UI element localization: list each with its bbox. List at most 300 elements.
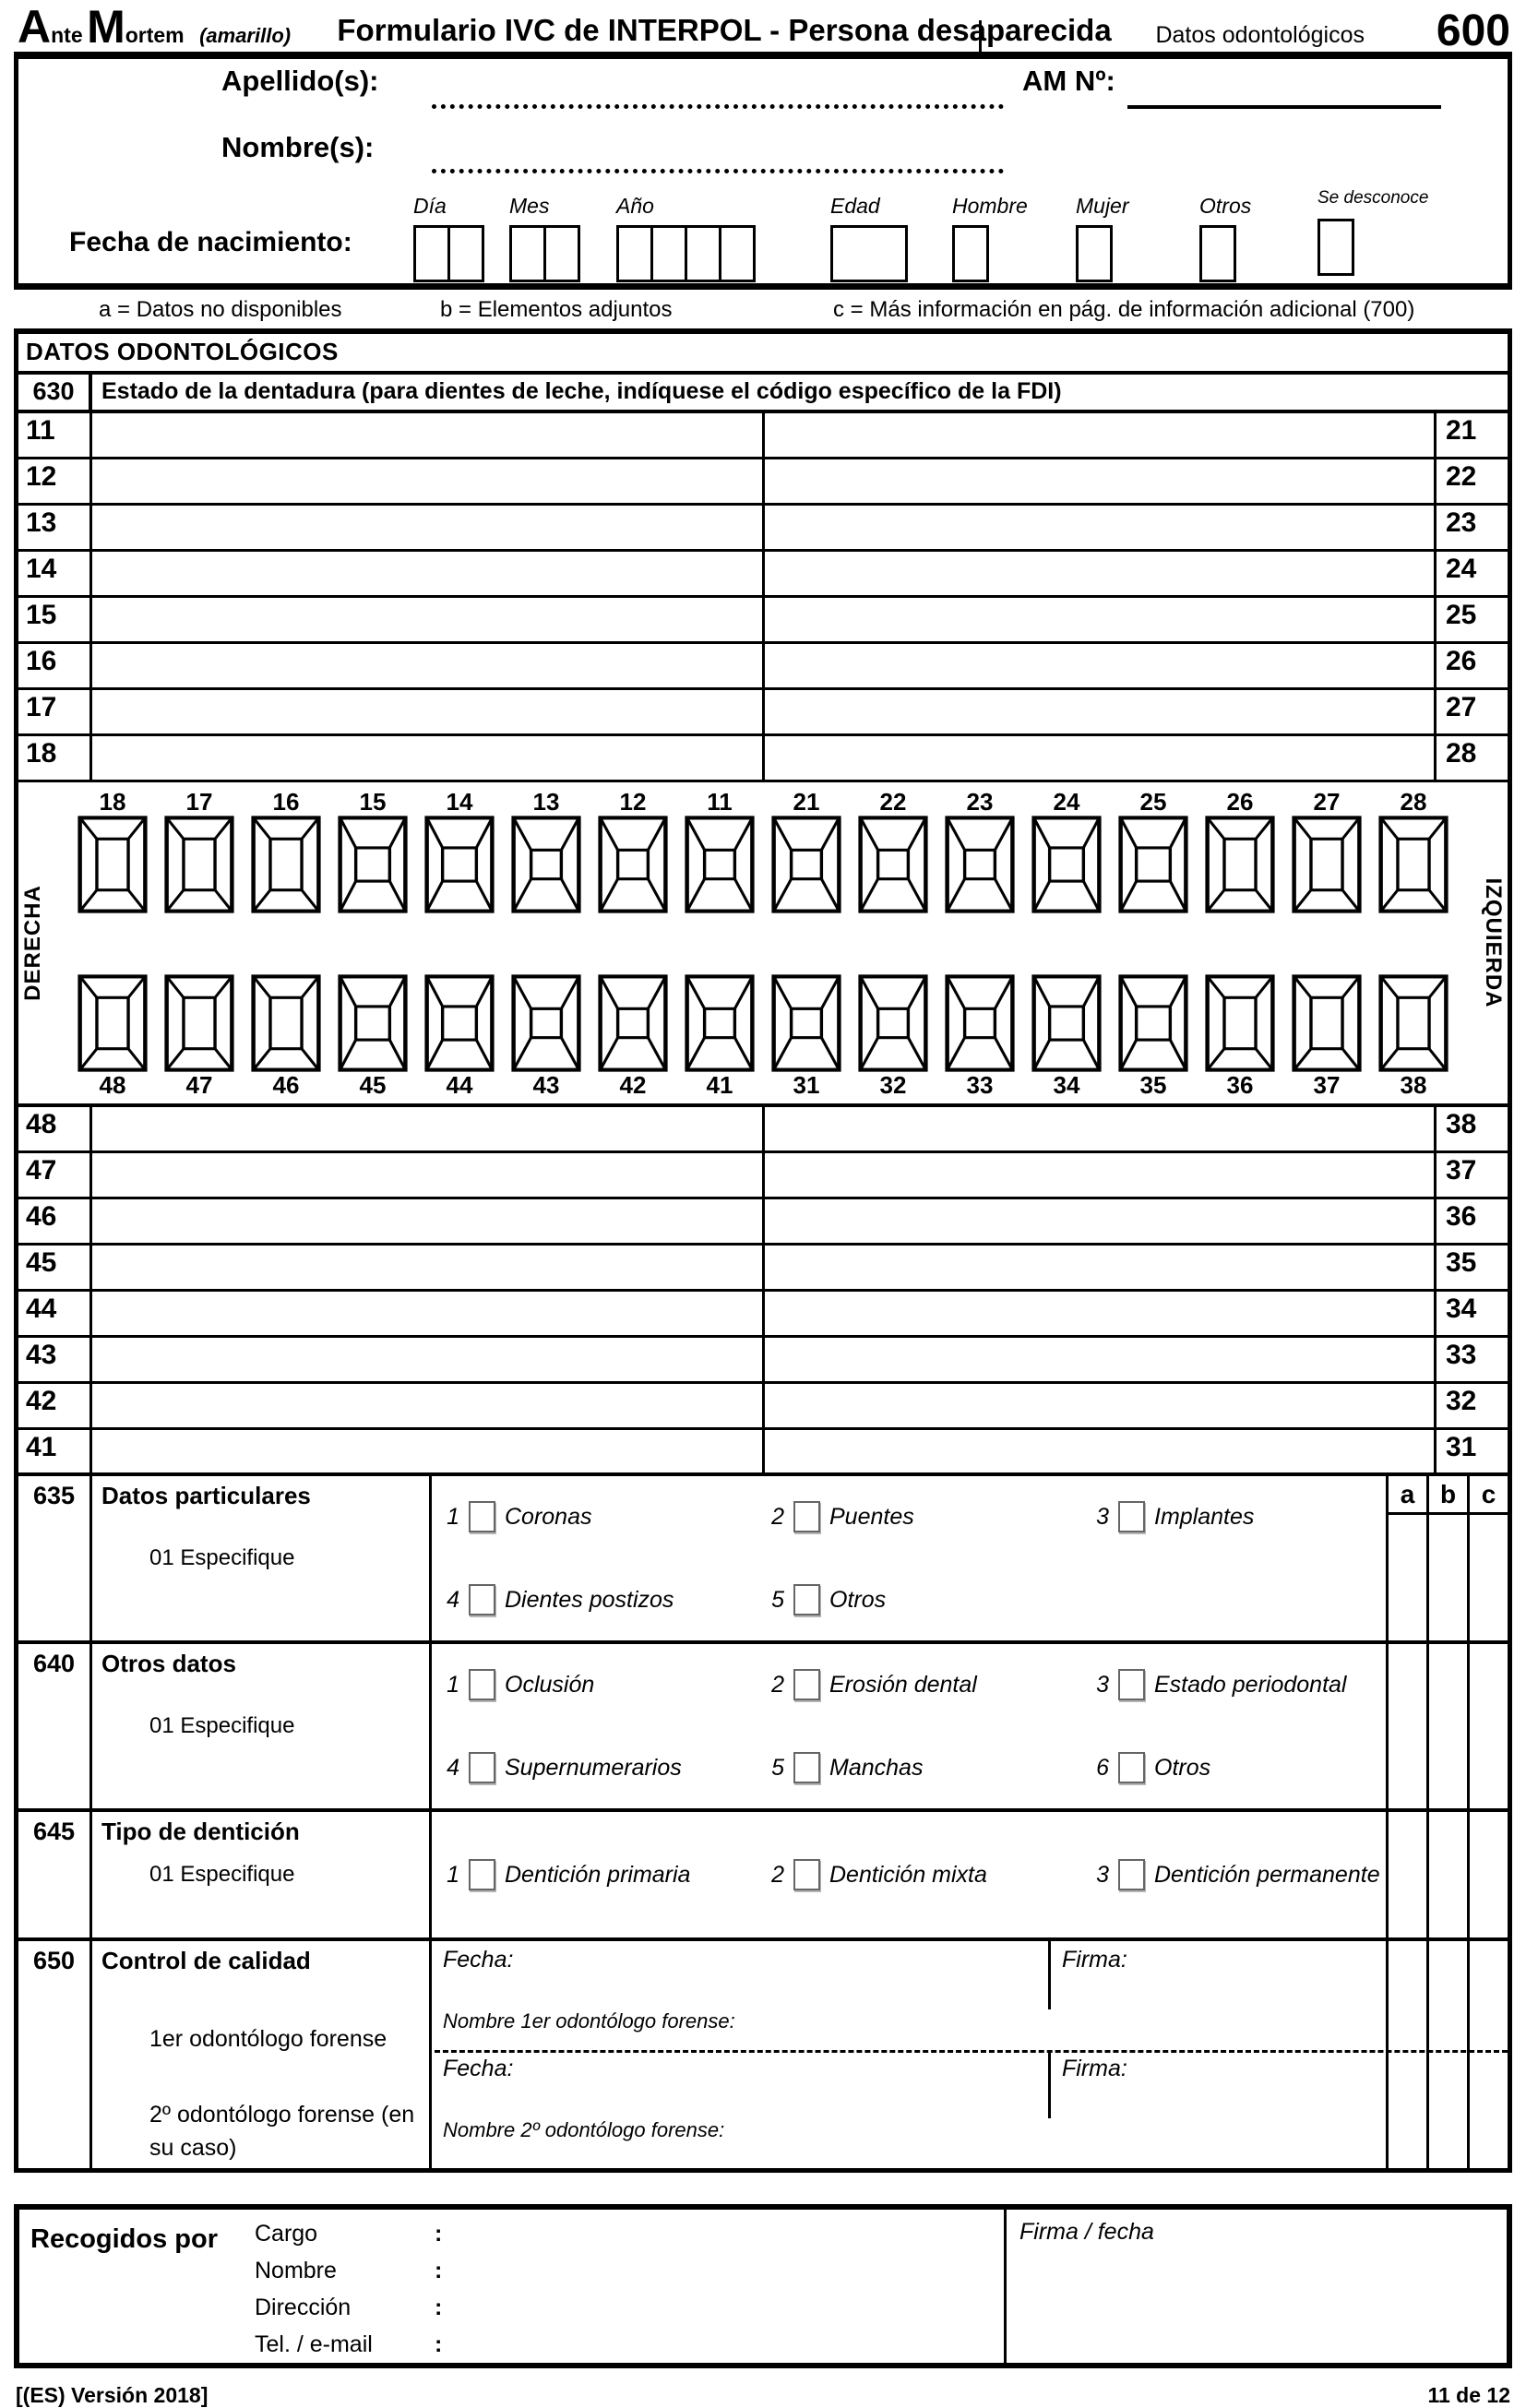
s635-option-3-number: 3 [1096,1503,1109,1530]
state-field-12[interactable] [92,459,765,503]
tooth-12[interactable] [598,790,668,913]
other-sex-group [1199,194,1251,282]
state-row-17-27 [18,690,1508,736]
qc1-nombre-label: Nombre 1er odontólogo forense: [443,2009,735,2032]
state-field-47[interactable] [92,1153,765,1197]
tooth-35-number: 35 [1139,1071,1167,1099]
tooth-glyph [1205,816,1275,913]
year-digit-3[interactable] [685,225,721,282]
s635-option-2 [769,1501,1094,1532]
odontogram-right-quadrants [77,790,755,1098]
unknown-label: Se desconoce [1317,188,1429,208]
tooth-16[interactable] [251,790,321,913]
tooth-23-number: 23 [966,788,994,816]
tooth-glyph [251,816,321,913]
section-640-specify-label: 01 Especifique [149,1713,295,1738]
tooth-13-row-label: 13 [18,506,92,549]
state-field-43[interactable] [92,1338,765,1381]
s635-option-4-label: Dientes postizos [505,1586,674,1613]
tooth-glyph [338,974,408,1072]
s635-option-1-checkbox[interactable] [469,1501,495,1532]
dob-label: Fecha de nacimiento: [69,227,352,257]
s645-option-3 [1094,1859,1386,1890]
tooth-23[interactable] [945,790,1015,913]
odontogram-left-quadrants [771,790,1449,1098]
tooth-42-number: 42 [619,1071,647,1099]
section-630-code: 630 [18,375,92,410]
tooth-21-number: 21 [793,788,820,816]
day-digit-2[interactable] [447,225,484,282]
year-digit-4[interactable] [719,225,756,282]
tooth-24-row-label: 24 [1434,552,1508,595]
quadrant-upper-left [771,790,1449,913]
state-field-25[interactable] [765,598,1435,641]
section-640 [18,1644,1508,1812]
tooth-27[interactable] [1292,790,1362,913]
tooth-17-row-label: 17 [18,690,92,733]
state-field-46[interactable] [92,1199,765,1243]
page-number: 11 de 12 [1427,2383,1510,2407]
tooth-48-row-label: 48 [18,1107,92,1150]
lower-state-rows [18,1107,1508,1476]
dentist2-label: 2º odontólogo forense (en su caso) [149,2102,415,2161]
tooth-22[interactable] [858,790,928,913]
tooth-43-number: 43 [532,1071,560,1099]
abc-col-c [1467,1812,1508,1937]
version-label: [(ES) Versión 2018] [16,2383,209,2407]
tooth-34[interactable] [1031,974,1102,1098]
qc1-firma-label: Firma: [1062,1947,1127,1973]
tooth-43-row-label: 43 [18,1338,92,1381]
tooth-34-number: 34 [1053,1071,1080,1099]
section-630-title: Estado de la dentadura (para dientes de leche, indíquese el código específico de la FDI) [101,378,1062,404]
state-row-13-23 [18,506,1508,552]
state-field-22[interactable] [765,459,1435,503]
page-code: 600 [1436,6,1510,55]
female-group [1076,194,1129,282]
s650-b-field[interactable] [1429,1941,1467,2168]
state-field-44[interactable] [92,1292,765,1335]
qc2-fecha-label: Fecha: [443,2056,514,2081]
tooth-glyph [771,816,841,913]
other-sex-box[interactable] [1199,225,1236,282]
tooth-27-number: 27 [1313,788,1341,816]
s635-option-1-label: Coronas [505,1503,592,1530]
identification-block [14,52,1512,290]
section-635-title: Datos particulares [101,1482,311,1509]
tooth-31-row-label: 31 [1434,1430,1508,1472]
tooth-12-number: 12 [619,788,647,816]
s635-option-2-label: Puentes [829,1503,914,1530]
tooth-36-row-label: 36 [1434,1199,1508,1243]
odontogram-body [46,790,1480,1098]
tooth-glyph [1118,974,1188,1072]
tooth-17[interactable] [164,790,234,913]
tooth-28[interactable] [1378,790,1449,913]
section-645-specify-label: 01 Especifique [149,1862,295,1887]
collected-by-title: Recogidos por [30,2224,219,2254]
collected-row-direccion [255,2295,995,2331]
s650-c-field[interactable] [1470,1941,1508,2168]
tooth-glyph [771,974,841,1072]
tooth-glyph [77,974,148,1072]
qc-second-dentist [432,2050,1386,2166]
section-650-abc [1386,1941,1508,2168]
s635-option-4 [445,1584,769,1615]
tooth-14[interactable] [424,790,495,913]
state-field-26[interactable] [765,644,1435,687]
tooth-35[interactable] [1118,974,1188,1098]
abc-col-a [1386,1941,1426,2168]
state-row-14-24 [18,552,1508,598]
tooth-48[interactable] [77,974,148,1098]
day-label: Día [413,194,447,218]
tooth-45[interactable] [338,974,408,1098]
tooth-41[interactable] [685,974,755,1098]
tooth-18-row-label: 18 [18,736,92,780]
tooth-11-row-label: 11 [18,413,92,457]
tooth-46-number: 46 [272,1071,300,1099]
s635-option-3-checkbox[interactable] [1118,1501,1145,1532]
tooth-22-row-label: 22 [1434,459,1508,503]
tooth-15-number: 15 [359,788,387,816]
tooth-25-number: 25 [1139,788,1167,816]
tooth-15[interactable] [338,790,408,913]
s640-option-5-checkbox[interactable] [793,1752,820,1783]
state-field-42[interactable] [92,1384,765,1427]
tooth-glyph [77,816,148,913]
section-645 [18,1812,1508,1941]
s635-b-field[interactable] [1429,1515,1467,1640]
tooth-47-number: 47 [185,1071,213,1099]
state-field-41[interactable] [92,1430,765,1472]
tooth-43[interactable] [511,974,581,1098]
unknown-box[interactable] [1317,219,1354,276]
tooth-glyph [1031,816,1102,913]
s640-option-4-checkbox[interactable] [469,1752,495,1783]
s640-option-4-label: Supernumerarios [505,1754,682,1781]
state-field-11[interactable] [92,413,765,457]
state-field-28[interactable] [765,736,1435,780]
tooth-31[interactable] [771,974,841,1098]
s645-option-2-checkbox[interactable] [793,1859,820,1890]
given-name-label: Nombre(s): [221,131,375,163]
tooth-36[interactable] [1205,974,1275,1098]
tooth-32-number: 32 [879,1071,907,1099]
s645-c-field[interactable] [1470,1812,1508,1937]
tooth-18[interactable] [77,790,148,913]
section-635-code: 635 [18,1476,92,1640]
form-subtitle: Datos odontológicos [1155,22,1365,48]
s635-option-2-number: 2 [771,1503,784,1530]
tooth-44-number: 44 [446,1071,473,1099]
s645-option-3-checkbox[interactable] [1118,1859,1145,1890]
tooth-37[interactable] [1292,974,1362,1098]
s645-option-2-label: Dentición mixta [829,1861,987,1888]
state-row-15-25 [18,598,1508,644]
signature-date-label: Firma / fecha [1019,2219,1154,2245]
age-box[interactable] [830,225,908,282]
section-650-title-cell [92,1941,432,2168]
state-row-45-35 [18,1246,1508,1292]
s640-b-field[interactable] [1429,1644,1467,1808]
colon: : [435,2258,443,2283]
year-digit-2[interactable] [650,225,687,282]
title-divider [979,20,982,52]
tooth-28-row-label: 28 [1434,736,1508,780]
state-field-24[interactable] [765,552,1435,595]
state-field-14[interactable] [92,552,765,595]
s635-option-5-checkbox[interactable] [793,1584,820,1615]
abc-col-c [1467,1941,1508,2168]
form-type-label [18,1,292,53]
tooth-glyph [1378,974,1449,1072]
s645-option-1 [445,1859,769,1890]
tooth-38[interactable] [1378,974,1449,1098]
abc-header-b: b [1429,1476,1467,1515]
state-field-23[interactable] [765,506,1435,549]
s635-option-5-label: Otros [829,1586,887,1613]
state-row-11-21 [18,413,1508,459]
colon: : [435,2295,443,2320]
section-650-content [432,1941,1386,2168]
female-box[interactable] [1076,225,1113,282]
section-650 [18,1941,1508,2168]
s640-option-1-checkbox[interactable] [469,1669,495,1700]
s640-option-6-checkbox[interactable] [1118,1752,1145,1783]
state-field-45[interactable] [92,1246,765,1289]
qc1-firma-field[interactable] [1127,1941,1386,2009]
state-field-38[interactable] [765,1107,1435,1150]
tooth-21[interactable] [771,790,841,913]
s640-option-3-checkbox[interactable] [1118,1669,1145,1700]
year-digit-1[interactable] [616,225,653,282]
quadrant-upper-right [77,790,755,913]
age-label: Edad [830,194,880,218]
tooth-glyph [858,974,928,1072]
dental-data-table [14,328,1512,2173]
abc-col-b [1426,1476,1467,1640]
tooth-46[interactable] [251,974,321,1098]
female-label: Mujer [1076,194,1129,218]
state-field-33[interactable] [765,1338,1435,1381]
tooth-28-number: 28 [1400,788,1427,816]
tooth-42[interactable] [598,974,668,1098]
tooth-33[interactable] [945,974,1015,1098]
tooth-32[interactable] [858,974,928,1098]
tooth-glyph [164,974,234,1072]
tooth-12-row-label: 12 [18,459,92,503]
tooth-13[interactable] [511,790,581,913]
s635-option-3-label: Implantes [1154,1503,1255,1530]
male-group [952,194,1028,282]
section-635-specify-label: 01 Especifique [149,1545,295,1570]
tooth-41-number: 41 [706,1071,733,1099]
collected-by-table [14,2204,1512,2368]
qc2-firma-field[interactable] [1127,2050,1386,2118]
state-field-18[interactable] [92,736,765,780]
nombre-label: Nombre [255,2258,337,2283]
odontogram-chart [18,782,1508,1107]
upper-state-rows [18,413,1508,782]
state-field-27[interactable] [765,690,1435,733]
tooth-25[interactable] [1118,790,1188,913]
tooth-glyph [338,816,408,913]
month-digit-2[interactable] [543,225,580,282]
s640-c-field[interactable] [1470,1644,1508,1808]
tooth-glyph [598,816,668,913]
direccion-label: Dirección [255,2295,352,2320]
month-label: Mes [509,194,550,218]
legend-a: a = Datos no disponibles [99,297,342,322]
tooth-glyph [685,974,755,1072]
year-label: Año [616,194,654,218]
s635-c-field[interactable] [1470,1515,1508,1640]
s635-a-field[interactable] [1389,1515,1426,1640]
colon: : [435,2331,443,2357]
collected-by-left [19,2210,1004,2363]
abc-col-a [1386,1644,1426,1808]
qc2-fecha-field[interactable] [513,2050,1048,2118]
state-field-37[interactable] [765,1153,1435,1197]
tooth-glyph [945,816,1015,913]
month-digit-1[interactable] [509,225,546,282]
tooth-26-row-label: 26 [1434,644,1508,687]
abc-col-b [1426,1941,1467,2168]
section-650-code: 650 [18,1941,92,2168]
s640-option-4-number: 4 [447,1754,459,1781]
s635-option-4-checkbox[interactable] [469,1584,495,1615]
tooth-48-number: 48 [99,1071,126,1099]
state-field-21[interactable] [765,413,1435,457]
state-field-35[interactable] [765,1246,1435,1289]
male-label: Hombre [952,194,1028,218]
state-field-15[interactable] [92,598,765,641]
signature-date-cell[interactable] [1004,2210,1507,2363]
state-field-32[interactable] [765,1384,1435,1427]
s640-a-field[interactable] [1389,1644,1426,1808]
s645-option-2-number: 2 [771,1861,784,1888]
day-digit-1[interactable] [413,225,450,282]
given-name-field[interactable] [432,140,1004,173]
s650-a-field[interactable] [1389,1941,1426,2168]
qc1-nombre-field[interactable] [735,2009,1386,2046]
state-row-16-26 [18,644,1508,690]
section-640-abc [1386,1644,1508,1808]
other-sex-label: Otros [1199,194,1252,218]
state-row-46-36 [18,1199,1508,1246]
tooth-14-row-label: 14 [18,552,92,595]
section-645-title: Tipo de dentición [101,1818,300,1845]
qc1-fecha-field[interactable] [513,1941,1048,2009]
tooth-26-number: 26 [1226,788,1254,816]
tooth-glyph [424,974,495,1072]
tooth-21-row-label: 21 [1434,413,1508,457]
abc-header-a: a [1389,1476,1426,1515]
tooth-glyph [598,974,668,1072]
s640-option-2-number: 2 [771,1671,784,1698]
cargo-label: Cargo [255,2221,318,2247]
state-row-12-22 [18,459,1508,506]
tooth-glyph [858,816,928,913]
male-box[interactable] [952,225,989,282]
s645-option-1-checkbox[interactable] [469,1859,495,1890]
unknown-group [1317,188,1428,276]
s645-a-field[interactable] [1389,1812,1426,1937]
state-field-34[interactable] [765,1292,1435,1335]
tooth-33-number: 33 [966,1071,994,1099]
tooth-11[interactable] [685,790,755,913]
legend-row [14,290,1512,328]
tooth-glyph [1292,816,1362,913]
state-row-44-34 [18,1292,1508,1338]
dentist1-label: 1er odontólogo forense [149,2026,387,2052]
state-field-48[interactable] [92,1107,765,1150]
tooth-glyph [685,816,755,913]
tooth-41-row-label: 41 [18,1430,92,1472]
tooth-glyph [945,974,1015,1072]
tooth-37-row-label: 37 [1434,1153,1508,1197]
ante-initial: A [18,1,52,53]
abc-col-a [1386,1812,1426,1937]
s640-option-1 [445,1669,769,1700]
tooth-44[interactable] [424,974,495,1098]
section-645-title-cell [92,1812,432,1937]
s645-b-field[interactable] [1429,1812,1467,1937]
s635-option-2-checkbox[interactable] [793,1501,820,1532]
section-640-title: Otros datos [101,1650,236,1677]
tooth-33-row-label: 33 [1434,1338,1508,1381]
abc-col-c [1467,1476,1508,1640]
tooth-24[interactable] [1031,790,1102,913]
am-number-field[interactable] [1127,76,1441,109]
state-field-31[interactable] [765,1430,1435,1472]
s640-option-6-number: 6 [1096,1754,1109,1781]
section-635-title-cell [92,1476,432,1640]
qc2-nombre-field[interactable] [724,2118,1386,2155]
section-630-header [18,375,1508,413]
state-field-16[interactable] [92,644,765,687]
tooth-45-number: 45 [359,1071,387,1099]
tooth-23-row-label: 23 [1434,506,1508,549]
surname-field[interactable] [432,76,1004,109]
section-645-options [445,1859,1386,1890]
section-645-content [432,1812,1386,1937]
s640-option-5 [769,1752,1094,1783]
tooth-24-number: 24 [1053,788,1080,816]
s640-option-5-number: 5 [771,1754,784,1781]
state-field-36[interactable] [765,1199,1435,1243]
collected-row-nombre [255,2258,995,2295]
section-635-options [445,1501,1386,1615]
tooth-13-number: 13 [532,788,560,816]
tooth-glyph [1205,974,1275,1072]
s640-option-2-label: Erosión dental [829,1671,977,1698]
age-group [830,194,908,282]
tooth-47[interactable] [164,974,234,1098]
tooth-18-number: 18 [99,788,126,816]
tooth-26[interactable] [1205,790,1275,913]
state-field-17[interactable] [92,690,765,733]
tooth-glyph [511,816,581,913]
s640-option-2-checkbox[interactable] [793,1669,820,1700]
s640-option-1-label: Oclusión [505,1671,595,1698]
s645-option-3-label: Dentición permanente [1154,1861,1380,1888]
tooth-15-row-label: 15 [18,598,92,641]
state-field-13[interactable] [92,506,765,549]
tooth-glyph [511,974,581,1072]
tooth-glyph [424,816,495,913]
